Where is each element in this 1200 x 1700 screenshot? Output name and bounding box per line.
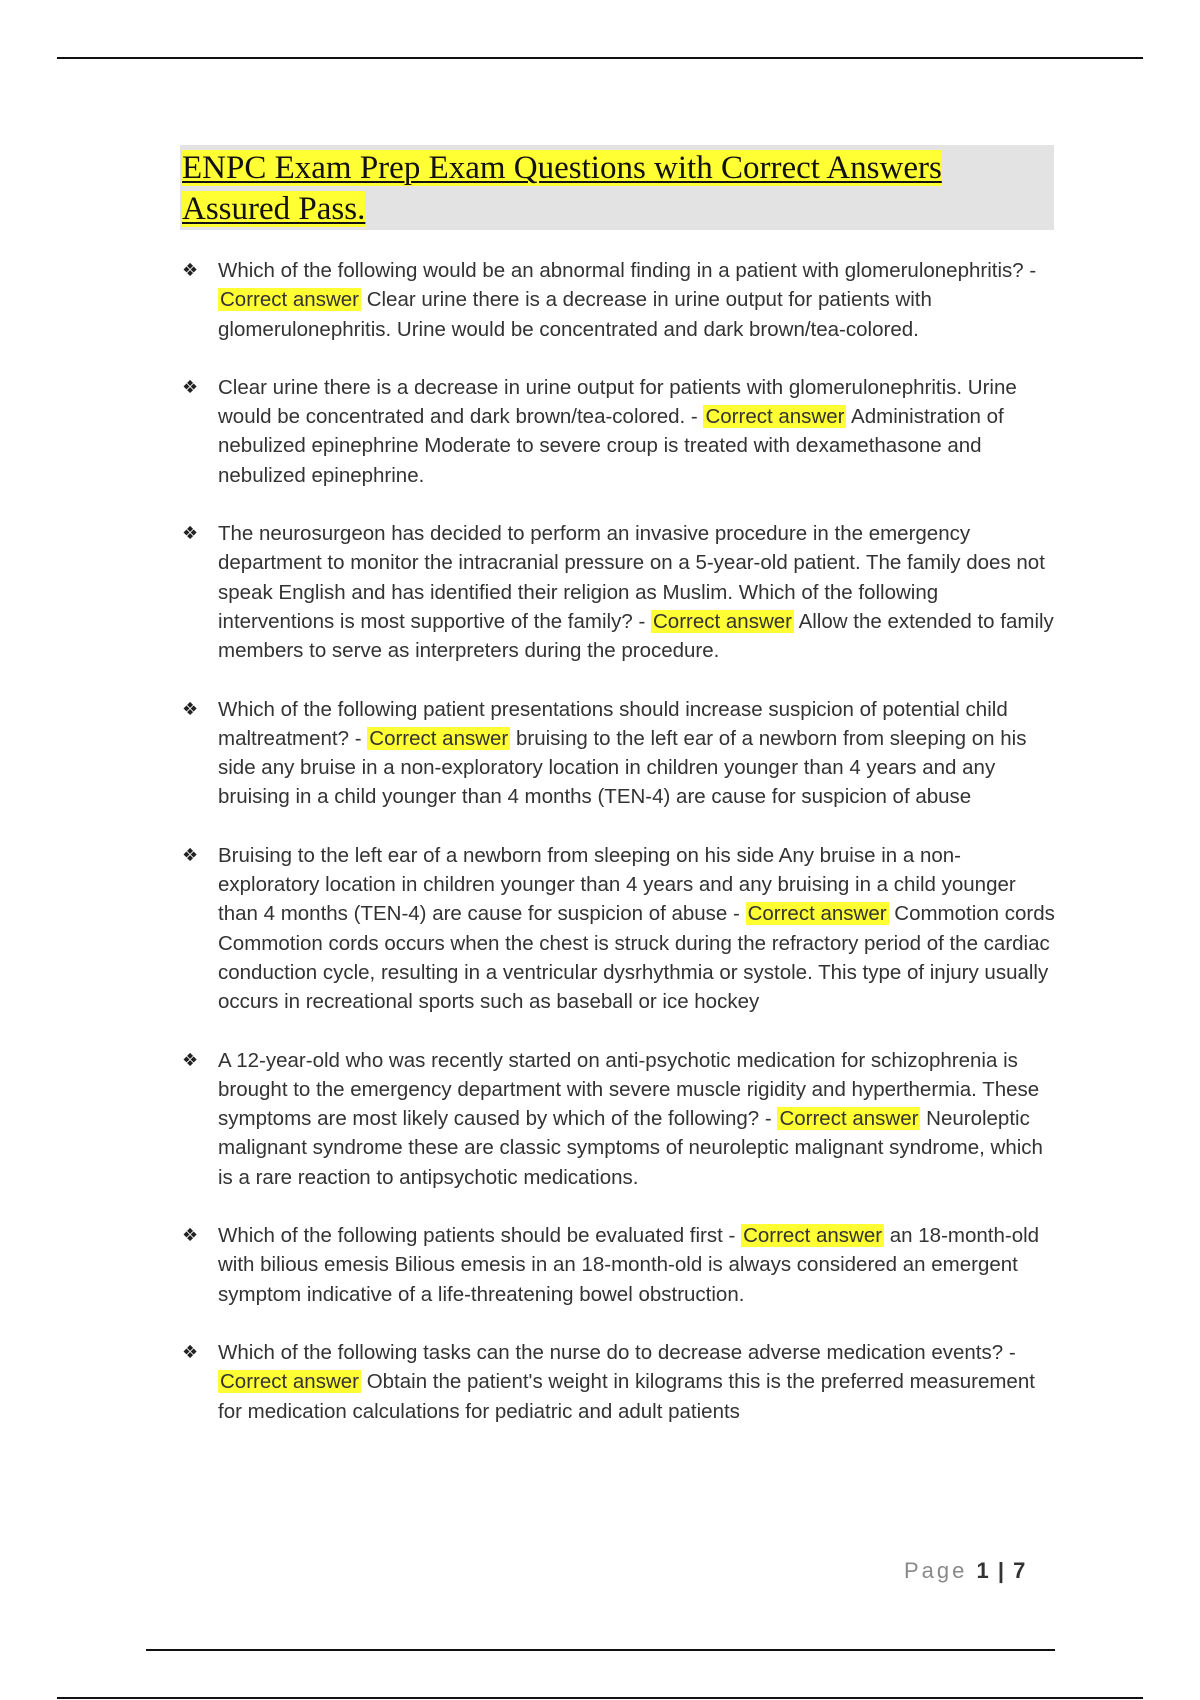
correct-answer-label: Correct answer: [705, 405, 845, 429]
qa-item-2: [180, 373, 1060, 490]
question-text: Which of the following tasks can the nurse do to decrease adverse medication events? -: [218, 1340, 1016, 1364]
question-text: Clear urine there is a decrease in urine output for patients with glomerulonephritis. Urine would be concentrated and dark brown/tea-colored. -: [218, 375, 1017, 429]
answer-text: an 18-month-old with bilious emesis Bilious emesis in an 18-month-old is always considered an emergent symptom indicative of a life-threatening bowel obstruction.: [218, 1224, 1040, 1306]
title-line-1: ENPC Exam Prep Exam Questions with Correct Answers: [182, 150, 942, 186]
page-bottom-rule: [57, 1697, 1143, 1699]
answer-text: Commotion cords Commotion cords occurs when the chest is struck during the refractory period of the cardiac conduction cycle, resulting in a ventricular dysrhythmia or systole. This type of injury usually occurs in recreational sports such as baseball or ice hockey: [218, 902, 1055, 1014]
answer-text: Clear urine there is a decrease in urine output for patients with glomerulonephritis. Urine would be concentrated and dark brown/tea-colored.: [218, 288, 932, 341]
correct-answer-label: Correct answer: [747, 902, 887, 926]
title-line-2: Assured Pass.: [182, 191, 366, 227]
diamond-bullet-icon: ❖: [182, 1225, 199, 1246]
question-text: Bruising to the left ear of a newborn from sleeping on his side Any bruise in a non-exploratory location in children younger than 4 years and any bruising in a child younger than 4 months (TEN-4) are cause for suspicion of abuse -: [218, 843, 1016, 926]
answer-text: Administration of nebulized epinephrine Moderate to severe croup is treated with dexamethasone and nebulized epinephrine.: [218, 405, 1004, 487]
question-answer-list: [180, 256, 1060, 1455]
answer-text: Allow the extended to family members to serve as interpreters during the procedure.: [218, 609, 1054, 663]
question-text: Which of the following would be an abnormal finding in a patient with glomerulonephritis? -: [218, 259, 1037, 282]
question-text: Which of the following patients should be evaluated first -: [218, 1224, 736, 1248]
diamond-bullet-icon: ❖: [182, 523, 199, 544]
question-text: Which of the following patient presentations should increase suspicion of potential child maltreatment? -: [218, 697, 1008, 750]
qa-item-7: [180, 1221, 1060, 1309]
document-title: [182, 148, 1062, 230]
question-text: A 12-year-old who was recently started on anti-psychotic medication for schizophrenia is brought to the emergency department with severe muscle rigidity and hyperthermia. These symptoms are most likely caused by which of the following? -: [218, 1048, 1040, 1131]
header-rule: [57, 57, 1143, 59]
qa-item-4: [180, 695, 1060, 812]
diamond-bullet-icon: ❖: [182, 376, 199, 397]
qa-item-5: [180, 841, 1060, 1017]
correct-answer-label: Correct answer: [743, 1224, 883, 1248]
page-number: [904, 1558, 1025, 1584]
answer-text: bruising to the left ear of a newborn from sleeping on his side any bruise in a non-exploratory location in children younger than 4 years and any bruising in a child younger than 4 months (TEN-4) are cause for suspicion of abuse: [218, 726, 1027, 809]
correct-answer-label: Correct answer: [652, 609, 792, 633]
correct-answer-label: Correct answer: [220, 1370, 359, 1394]
qa-item-8: [180, 1338, 1060, 1426]
diamond-bullet-icon: ❖: [182, 260, 199, 280]
diamond-bullet-icon: ❖: [182, 844, 199, 865]
correct-answer-label: Correct answer: [779, 1107, 919, 1131]
footer-rule: [146, 1649, 1055, 1651]
diamond-bullet-icon: ❖: [182, 1341, 199, 1362]
qa-item-3: [180, 519, 1060, 665]
question-text: The neurosurgeon has decided to perform an invasive procedure in the emergency department to monitor the intracranial pressure on a 5-year-old patient. The family does not speak English and has identified their religion as Muslim. Which of the following interventions is most supportive of the family? -: [218, 522, 1045, 633]
diamond-bullet-icon: ❖: [182, 698, 199, 719]
page-word: Page: [904, 1558, 968, 1583]
page-current: 1: [976, 1558, 989, 1583]
correct-answer-label: Correct answer: [220, 288, 359, 312]
correct-answer-label: Correct answer: [369, 726, 509, 750]
page-total: 7: [1013, 1558, 1026, 1583]
qa-item-6: [180, 1046, 1060, 1192]
answer-text: Obtain the patient's weight in kilograms this is the preferred measurement for medication calculations for pediatric and adult patients: [218, 1370, 1035, 1423]
diamond-bullet-icon: ❖: [182, 1049, 199, 1070]
qa-item-1: [180, 256, 1060, 344]
page-separator: |: [997, 1558, 1005, 1583]
answer-text: Neuroleptic malignant syndrome these are classic symptoms of neuroleptic malignant syndrome, which is a rare reaction to antipsychotic medications.: [218, 1107, 1043, 1189]
